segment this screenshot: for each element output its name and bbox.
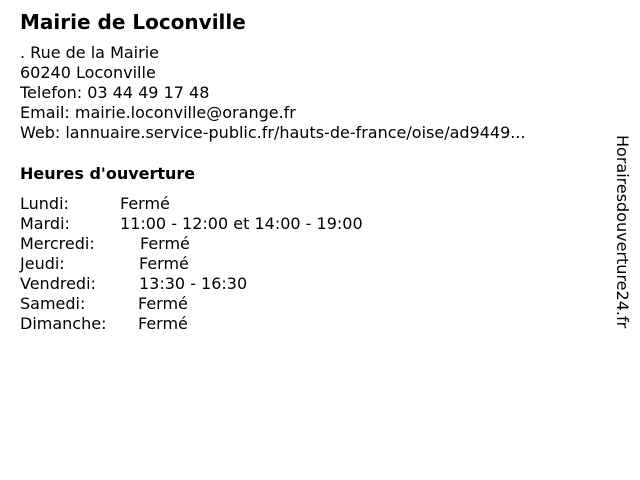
- day-hours: Fermé: [138, 314, 188, 333]
- address-block: [20, 43, 526, 143]
- day-hours: Fermé: [138, 294, 188, 313]
- day-hours: Fermé: [120, 194, 170, 213]
- day-hours: 13:30 - 16:30: [139, 274, 248, 293]
- site-brand-watermark: Horairesdouverture24.fr: [613, 135, 632, 329]
- phone-line: Telefon: 03 44 49 17 48: [20, 83, 210, 102]
- day-hours: Fermé: [139, 254, 189, 273]
- day-label: Jeudi:: [20, 254, 65, 273]
- day-hours: Fermé: [140, 234, 190, 253]
- day-label: Vendredi:: [20, 274, 96, 293]
- street-line: . Rue de la Mairie: [20, 43, 159, 62]
- day-label: Mardi:: [20, 214, 70, 233]
- email-line: Email: mairie.loconville@orange.fr: [20, 103, 296, 122]
- city-line: 60240 Loconville: [20, 63, 156, 82]
- day-hours: 11:00 - 12:00 et 14:00 - 19:00: [120, 214, 363, 233]
- day-label: Samedi:: [20, 294, 86, 313]
- hours-heading: Heures d'ouverture: [20, 164, 196, 183]
- place-title: Mairie de Loconville: [20, 10, 246, 34]
- day-label: Lundi:: [20, 194, 69, 213]
- day-label: Dimanche:: [20, 314, 107, 333]
- web-line: Web: lannuaire.service-public.fr/hauts-de-france/oise/ad9449...: [20, 123, 526, 142]
- day-label: Mercredi:: [20, 234, 95, 253]
